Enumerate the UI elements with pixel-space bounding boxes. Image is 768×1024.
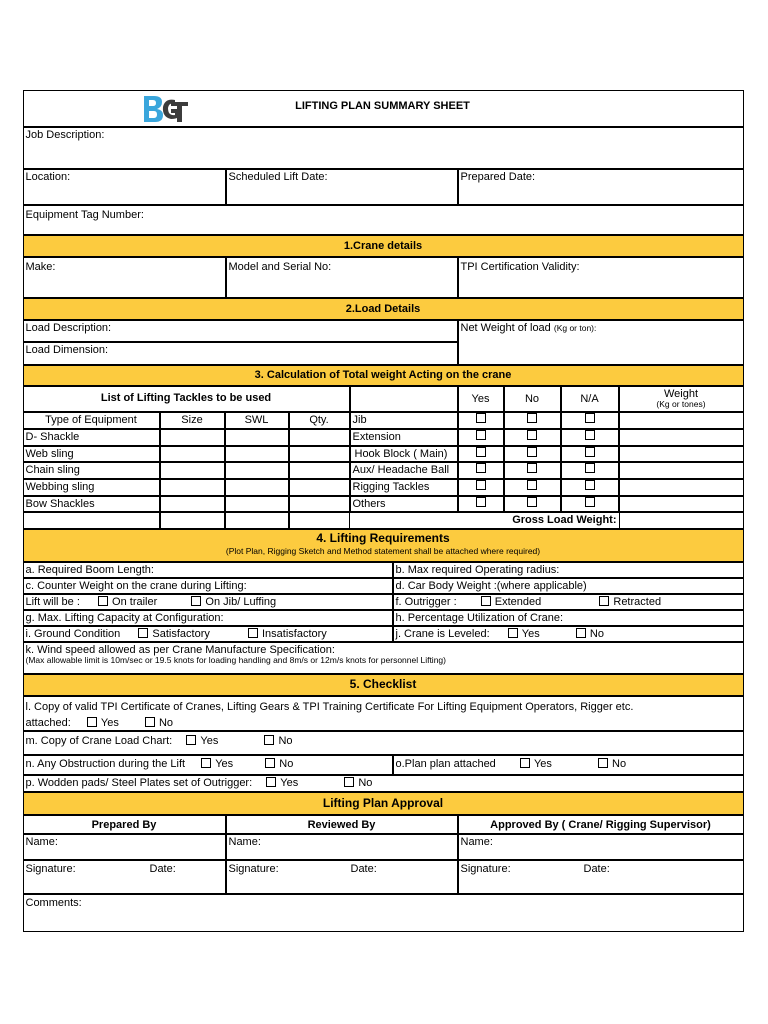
load-chart-label: m. Copy of Crane Load Chart:	[25, 734, 173, 747]
checkbox-icon[interactable]	[527, 480, 537, 490]
req-e[interactable]	[23, 594, 393, 610]
check-p[interactable]	[23, 775, 744, 792]
checkbox-icon[interactable]	[576, 628, 586, 638]
col-no-header: No	[504, 386, 561, 412]
net-weight-label: Net Weight of load	[460, 321, 551, 334]
tpi-validity-field[interactable]: TPI Certification Validity:	[458, 257, 744, 298]
checkbox-icon[interactable]	[508, 628, 518, 638]
checkbox-icon[interactable]	[585, 447, 595, 457]
checkbox-icon[interactable]	[476, 430, 486, 440]
page-title: LIFTING PLAN SUMMARY SHEET	[295, 99, 470, 112]
obstruction-no-option[interactable]: No	[279, 757, 294, 770]
retracted-option[interactable]: Retracted	[613, 595, 662, 608]
tpi-certificate-label: l. Copy of valid TPI Certificate of Cranes, Lifting Gears & TPI Training Certificate For Lifting Equipment Operators, Rigger etc.	[25, 700, 634, 713]
checkbox-icon[interactable]	[476, 480, 486, 490]
swl-cell[interactable]	[225, 496, 289, 512]
col-size-header: Size	[160, 412, 225, 429]
rigging-na[interactable]	[561, 479, 619, 496]
req-k[interactable]	[23, 642, 744, 674]
crane-item-aux: Aux/ Headache Ball	[350, 462, 458, 479]
checkbox-icon[interactable]	[265, 758, 275, 768]
equipment-row-3: Chain sling	[23, 462, 160, 479]
requirements-title: 4. Lifting Requirements	[316, 530, 450, 545]
approval-header: Lifting Plan Approval	[23, 792, 744, 815]
req-c[interactable]: c. Counter Weight on the crane during Lifting:	[23, 578, 393, 594]
swl-cell[interactable]	[225, 429, 289, 446]
rigging-weight[interactable]	[619, 479, 744, 496]
extension-yes[interactable]	[458, 429, 504, 446]
req-g[interactable]: g. Max. Lifting Capacity at Configuration:	[23, 610, 393, 626]
insatisfactory-option[interactable]: Insatisfactory	[262, 627, 327, 640]
approved-by-header: Approved By ( Crane/ Rigging Supervisor)	[458, 815, 744, 834]
hook-yes[interactable]	[458, 446, 504, 462]
aux-na[interactable]	[561, 462, 619, 479]
crane-item-others: Others	[350, 496, 458, 512]
req-a[interactable]: a. Required Boom Length:	[23, 562, 393, 578]
checkbox-icon[interactable]	[527, 463, 537, 473]
obstruction-yes-option[interactable]: Yes	[215, 757, 234, 770]
extension-weight[interactable]	[619, 429, 744, 446]
date-label: Date:	[583, 862, 610, 875]
checkbox-icon[interactable]	[585, 413, 595, 423]
date-label: Date:	[350, 862, 377, 875]
checkbox-icon[interactable]	[599, 596, 609, 606]
extended-option[interactable]: Extended	[494, 595, 542, 608]
load-chart-no-option[interactable]: No	[278, 734, 293, 747]
req-h[interactable]: h. Percentage Utilization of Crane:	[393, 610, 744, 626]
crane-leveled-label: j. Crane is Leveled:	[395, 627, 490, 640]
aux-weight[interactable]	[619, 462, 744, 479]
equipment-row-5: Bow Shackles	[23, 496, 160, 512]
wooden-pads-label: p. Wodden pads/ Steel Plates set of Outrigger:	[25, 776, 253, 789]
rigging-yes[interactable]	[458, 479, 504, 496]
col-swl-header: SWL	[225, 412, 289, 429]
qty-cell[interactable]	[289, 446, 350, 462]
plan-no-option[interactable]: No	[612, 757, 627, 770]
obstruction-label: n. Any Obstruction during the Lift	[25, 757, 186, 770]
checkbox-icon[interactable]	[585, 430, 595, 440]
size-cell[interactable]	[160, 479, 225, 496]
col-type-header: Type of Equipment	[23, 412, 160, 429]
qty-cell[interactable]	[289, 462, 350, 479]
calculation-header: 3. Calculation of Total weight Acting on the crane	[23, 365, 744, 386]
gross-load-value[interactable]	[619, 512, 744, 529]
swl-cell[interactable]	[225, 512, 289, 529]
prepared-signature-field[interactable]	[23, 860, 226, 894]
checkbox-icon[interactable]	[585, 463, 595, 473]
checkbox-icon[interactable]	[248, 628, 258, 638]
crane-item-rigging: Rigging Tackles	[350, 479, 458, 496]
on-jib-option[interactable]: On Jib/ Luffing	[205, 595, 277, 608]
load-chart-yes-option[interactable]: Yes	[200, 734, 219, 747]
checkbox-icon[interactable]	[520, 758, 530, 768]
checkbox-icon[interactable]	[598, 758, 608, 768]
signature-label: Signature:	[25, 862, 76, 875]
leveled-no-option[interactable]: No	[589, 627, 604, 640]
comments-field[interactable]: Comments:	[23, 894, 744, 932]
swl-cell[interactable]	[225, 462, 289, 479]
checkbox-icon[interactable]	[201, 758, 211, 768]
tpi-yes-option[interactable]: Yes	[100, 716, 119, 729]
gross-load-label: Gross Load Weight:	[350, 512, 619, 529]
swl-cell[interactable]	[225, 446, 289, 462]
equipment-row-4: Webbing sling	[23, 479, 160, 496]
others-na[interactable]	[561, 496, 619, 512]
col-qty-header: Qty.	[289, 412, 350, 429]
size-cell[interactable]	[160, 429, 225, 446]
model-serial-field[interactable]: Model and Serial No:	[226, 257, 458, 298]
plan-yes-option[interactable]: Yes	[533, 757, 552, 770]
crane-item-jib: Jib	[350, 412, 458, 429]
plan-attached-label: o.Plan plan attached	[395, 757, 496, 770]
others-weight[interactable]	[619, 496, 744, 512]
col-yes-header: Yes	[458, 386, 504, 412]
checklist-header: 5. Checklist	[23, 674, 744, 696]
size-cell[interactable]	[160, 496, 225, 512]
equipment-row-1: D- Shackle	[23, 429, 160, 446]
prepared-name-field[interactable]: Name:	[23, 834, 226, 860]
qty-cell[interactable]	[289, 479, 350, 496]
load-details-header: 2.Load Details	[23, 298, 744, 320]
extension-na[interactable]	[561, 429, 619, 446]
weight-label: Weight	[663, 387, 699, 400]
outrigger-label: f. Outrigger :	[395, 595, 457, 608]
checkbox-icon[interactable]	[98, 596, 108, 606]
tpi-no-option[interactable]: No	[158, 716, 174, 729]
attached-label: attached:	[25, 716, 71, 729]
qty-cell[interactable]	[289, 496, 350, 512]
checkbox-icon[interactable]	[266, 777, 276, 787]
approved-name-field[interactable]: Name:	[458, 834, 744, 860]
rigging-no[interactable]	[504, 479, 561, 496]
qty-cell[interactable]	[289, 512, 350, 529]
checkbox-icon[interactable]	[476, 497, 486, 507]
crane-item-extension: Extension	[350, 429, 458, 446]
checkbox-icon[interactable]	[527, 497, 537, 507]
checkbox-icon[interactable]	[481, 596, 491, 606]
equipment-row-6[interactable]	[23, 512, 160, 529]
checkbox-icon[interactable]	[264, 735, 274, 745]
net-weight-unit: (Kg or ton):	[553, 322, 597, 333]
prepared-date-field[interactable]: Prepared Date:	[458, 169, 744, 205]
leveled-yes-option[interactable]: Yes	[521, 627, 540, 640]
checkbox-icon[interactable]	[476, 463, 486, 473]
hook-na[interactable]	[561, 446, 619, 462]
checkbox-icon[interactable]	[585, 480, 595, 490]
company-logo	[141, 94, 189, 124]
checkbox-icon[interactable]	[186, 735, 196, 745]
size-cell[interactable]	[160, 512, 225, 529]
checkbox-icon[interactable]	[476, 447, 486, 457]
hook-weight[interactable]	[619, 446, 744, 462]
tackles-title: List of Lifting Tackles to be used	[23, 386, 350, 412]
approved-signature-field[interactable]	[458, 860, 744, 894]
check-l[interactable]	[23, 696, 744, 731]
checkbox-icon[interactable]	[145, 717, 155, 727]
req-i[interactable]	[23, 626, 393, 642]
pads-yes-option[interactable]: Yes	[280, 776, 299, 789]
jib-weight[interactable]	[619, 412, 744, 429]
wind-speed-label: k. Wind speed allowed as per Crane Manufacture Specification:	[25, 643, 335, 656]
pads-no-option[interactable]: No	[358, 776, 373, 789]
jib-na[interactable]	[561, 412, 619, 429]
weight-unit: (Kg or tones)	[656, 399, 706, 410]
requirements-subtitle: (Plot Plan, Rigging Sketch and Method statement shall be attached where required)	[225, 546, 541, 557]
others-yes[interactable]	[458, 496, 504, 512]
signature-label: Signature:	[460, 862, 511, 875]
equipment-row-2: Web sling	[23, 446, 160, 462]
req-f[interactable]	[393, 594, 744, 610]
requirements-header	[23, 529, 744, 562]
extension-no[interactable]	[504, 429, 561, 446]
req-d[interactable]: d. Car Body Weight :(where applicable)	[393, 578, 744, 594]
aux-yes[interactable]	[458, 462, 504, 479]
prepared-by-header: Prepared By	[23, 815, 226, 834]
satisfactory-option[interactable]: Satisfactory	[152, 627, 210, 640]
checkbox-icon[interactable]	[527, 413, 537, 423]
checkbox-icon[interactable]	[344, 777, 354, 787]
load-dimension-field[interactable]: Load Dimension:	[23, 342, 458, 365]
lift-will-be-label: Lift will be :	[25, 595, 80, 608]
scheduled-lift-date-field[interactable]: Scheduled Lift Date:	[226, 169, 458, 205]
crane-details-header: 1.Crane details	[23, 235, 744, 257]
date-label: Date:	[149, 862, 176, 875]
lifting-plan-sheet	[23, 90, 744, 932]
size-cell[interactable]	[160, 446, 225, 462]
jib-yes[interactable]	[458, 412, 504, 429]
make-field[interactable]: Make:	[23, 257, 226, 298]
aux-no[interactable]	[504, 462, 561, 479]
tackles-spacer	[350, 386, 458, 412]
equipment-tag-field[interactable]: Equipment Tag Number:	[23, 205, 744, 235]
jib-no[interactable]	[504, 412, 561, 429]
ground-condition-label: i. Ground Condition	[25, 627, 121, 640]
checkbox-icon[interactable]	[527, 430, 537, 440]
req-b[interactable]: b. Max required Operating radius:	[393, 562, 744, 578]
checkbox-icon[interactable]	[191, 596, 201, 606]
col-weight-header	[619, 386, 744, 412]
check-m[interactable]	[23, 731, 744, 755]
reviewed-by-header: Reviewed By	[226, 815, 458, 834]
req-j[interactable]	[393, 626, 744, 642]
reviewed-signature-field[interactable]	[226, 860, 458, 894]
wind-speed-note: (Max allowable limit is 10m/sec or 19.5 knots for loading handling and 8m/s or 12m/s knots for personnel Lifting)	[25, 655, 446, 666]
checkbox-icon[interactable]	[476, 413, 486, 423]
signature-label: Signature:	[228, 862, 279, 875]
job-description-field[interactable]: Job Description:	[23, 127, 744, 169]
check-o[interactable]	[393, 755, 744, 775]
swl-cell[interactable]	[225, 479, 289, 496]
location-field[interactable]: Location:	[23, 169, 226, 205]
crane-item-hook-block: Hook Block ( Main)	[350, 446, 458, 462]
check-n[interactable]	[23, 755, 393, 775]
checkbox-icon[interactable]	[585, 497, 595, 507]
qty-cell[interactable]	[289, 429, 350, 446]
reviewed-name-field[interactable]: Name:	[226, 834, 458, 860]
col-na-header: N/A	[561, 386, 619, 412]
checkbox-icon[interactable]	[527, 447, 537, 457]
checkbox-icon[interactable]	[138, 628, 148, 638]
net-weight-field[interactable]	[458, 320, 744, 365]
on-trailer-option[interactable]: On trailer	[112, 595, 158, 608]
checkbox-icon[interactable]	[87, 717, 97, 727]
size-cell[interactable]	[160, 462, 225, 479]
load-description-field[interactable]: Load Description:	[23, 320, 458, 342]
others-no[interactable]	[504, 496, 561, 512]
hook-no[interactable]	[504, 446, 561, 462]
